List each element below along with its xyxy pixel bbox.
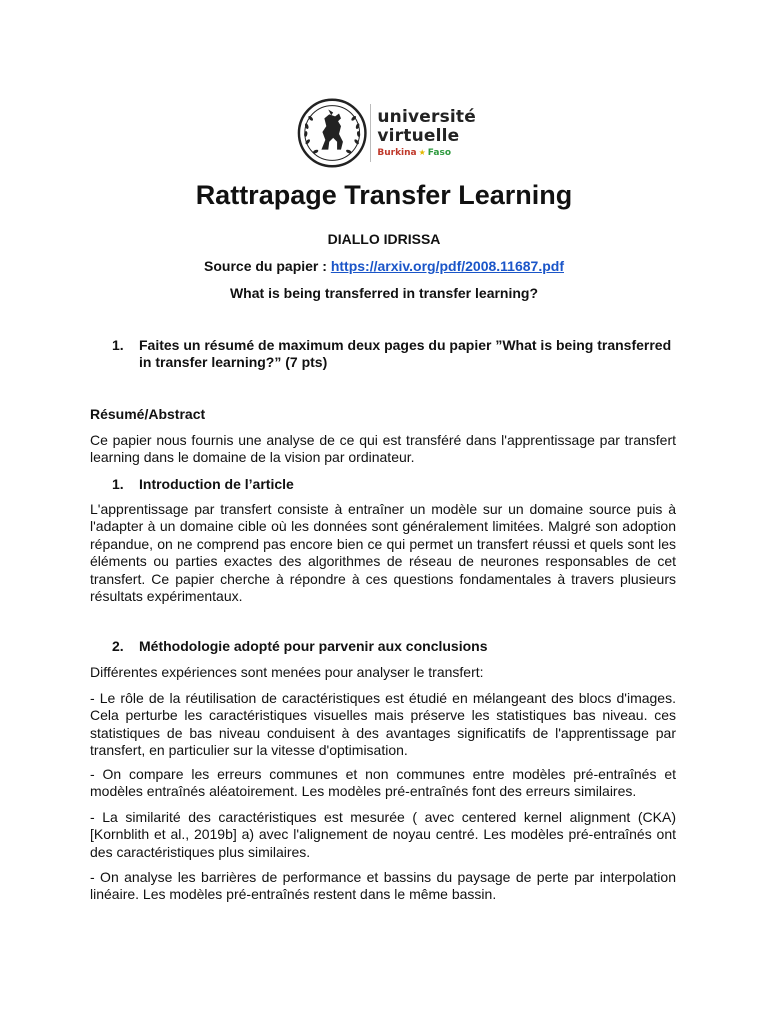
logo-tag-burkina: Burkina (377, 147, 417, 158)
section-2-title: Méthodologie adopté pour parvenir aux conclusions (139, 638, 488, 654)
horse-seal-icon (296, 96, 368, 170)
abstract-heading: Résumé/Abstract (90, 406, 206, 422)
question-text: Faites un résumé de maximum deux pages du papier ”What is being transferred in transfer learning?” (7 pts) (139, 337, 672, 371)
section-2-item: - Le rôle de la réutilisation de caractéristiques est étudié en mélangeant des blocs d'images. Cela perturbe les caractéristiques visuelles mais préserve les statistiques bas niveau. ces statistiques de bas niveau conduisent à des avantages significatifs de l'apprentissage par transfert, en particulier sur la vitesse d'optimisation. (90, 690, 676, 759)
section-1-number: 1. (112, 476, 124, 492)
section-1-title: Introduction de l’article (139, 476, 294, 492)
section-2-item: - On analyse les barrières de performance et bassins du paysage de perte par interpolation linéaire. Les modèles pré-entraînés restent dans le même bassin. (90, 869, 676, 903)
section-2-item: - La similarité des caractéristiques est mesurée ( avec centered kernel alignment (CKA) [Kornblith et al., 2019b] a) avec l'alignement de noyau centré. Les modèles pré-entraînés ont des caractéristiques plus similaires. (90, 809, 676, 860)
logo-line-universite: université (377, 106, 476, 127)
section-2-heading (90, 638, 676, 655)
logo-divider (370, 104, 371, 162)
document-title: Rattrapage Transfer Learning (195, 180, 573, 210)
section-2-intro: Différentes expériences sont menées pour analyser le transfert: (90, 664, 484, 680)
logo-tag-faso: Faso (427, 147, 452, 158)
logo-wordmark (377, 106, 476, 158)
section-1-text: L'apprentissage par transfert consiste à entraîner un modèle sur un domaine source puis à l'adapter à un domaine cible où les données sont généralement limitées. Malgré son adoption répandue, on ne comprend pas encore bien ce qui permet un transfert réussi et quels sont les éléments ou parties exactes des algorithmes de réseau de neurones responsables de cet transfert. Ce papier cherche à répondre à ces questions fondamentales à travers plusieurs résultats expérimentaux. (90, 501, 676, 605)
section-2-item: - On compare les erreurs communes et non communes entre modèles pré-entraînés et modèles entraînés aléatoirement. Les modèles pré-entraînés font des erreurs similaires. (90, 766, 676, 800)
star-icon: ★ (418, 147, 426, 157)
question-1 (90, 337, 676, 372)
question-number: 1. (112, 337, 124, 353)
author-name: DIALLO IDRISSA (327, 231, 441, 247)
paper-title: What is being transferred in transfer learning? (229, 285, 539, 301)
abstract-text: Ce papier nous fournis une analyse de ce qui est transféré dans l'apprentissage par transfert learning dans le domaine de la vision par ordinateur. (90, 432, 676, 466)
logo-tagline (377, 149, 476, 158)
university-logo (296, 96, 476, 170)
source-label: Source du papier : (204, 258, 331, 274)
source-link[interactable]: https://arxiv.org/pdf/2008.11687.pdf (330, 258, 564, 274)
source-line (0, 258, 768, 274)
section-1-heading (90, 476, 676, 493)
section-2-number: 2. (112, 638, 124, 654)
logo-line-virtuelle: virtuelle (377, 125, 460, 146)
